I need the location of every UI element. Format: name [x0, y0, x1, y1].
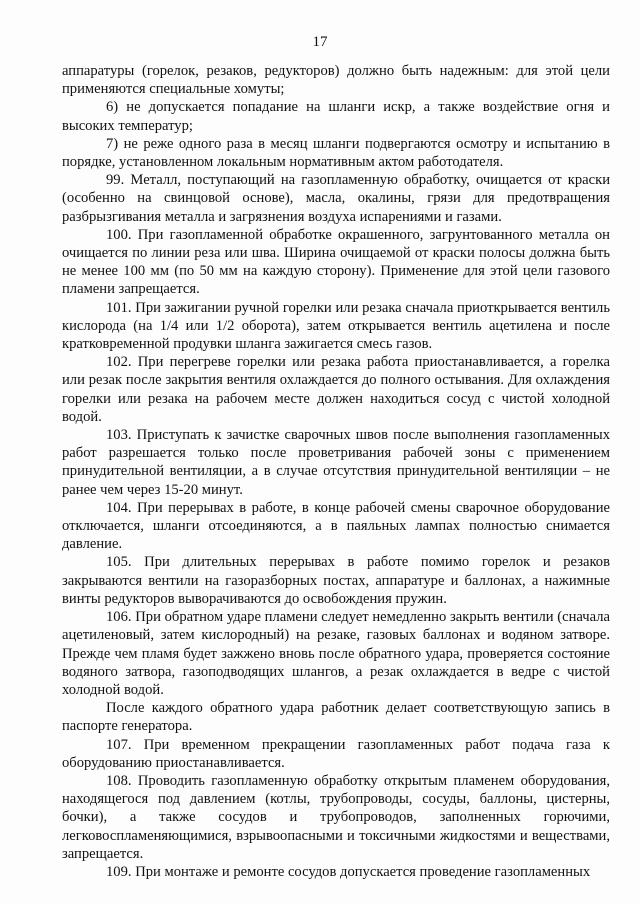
page-number: 17	[312, 34, 328, 50]
paragraph-102: 102. При перегреве горелки или резака работа приостанавливается, а горелка или резак после закрытия вентиля охлаждается до полного остывания. Для охлаждения горелки или резака на рабочем месте должен находиться сосуд с чистой холодной водой.	[62, 354, 610, 425]
paragraph-108: 108. Проводить газопламенную обработку открытым пламенем оборудования, находящегося под давлением (котлы, трубопроводы, сосуды, баллоны, цистерны, бочки), а также сосудов и трубопроводов, заполненных горючими, легковоспламеняющимися, взрывоопасными и токсичными жидкостями и веществами, запрещается.	[62, 772, 610, 862]
paragraph-107: 107. При временном прекращении газопламенных работ подача газа к оборудованию приостанавливается.	[62, 736, 610, 771]
paragraph-105: 105. При длительных перерывах в работе помимо горелок и резаков закрываются вентили на газоразборных постах, аппаратуре и баллонах, а нажимные винты редукторов выворачиваются до освобождения пружин.	[62, 554, 610, 607]
paragraph-1: 6) не допускается попадание на шланги искр, а также воздействие огня и высоких температур;	[62, 99, 610, 134]
paragraph-106: 106. При обратном ударе пламени следует немедленно закрыть вентили (сначала ацетиленовый, затем кислородный) на резаке, газовых баллонах и водяном затворе. Прежде чем пламя будет зажжено вновь после обратного удара, проверяется состояние водяного затвора, газоподводящих шлангов, а резак охлаждается в ведре с чистой холодной водой.	[62, 609, 610, 698]
paragraph-104: 104. При перерывах в работе, в конце рабочей смены сварочное оборудование отключается, шланги отсоединяются, а в паяльных лампах полностью снимается давление.	[62, 499, 610, 553]
paragraph-109: 109. При монтаже и ремонте сосудов допускается проведение газопламенных	[106, 863, 591, 880]
document-body	[62, 62, 610, 881]
paragraph-101: 101. При зажигании ручной горелки или резака сначала приоткрывается вентиль кислорода (на 1/4 или 1/2 оборота), затем открывается вентиль ацетилена и после кратковременной продувки шланга зажигается смесь газов.	[62, 299, 610, 353]
paragraph-100: 100. При газопламенной обработке окрашенного, загрунтованного металла он очищается по линии реза или шва. Ширина очищаемой от краски полосы должна быть не менее 100 мм (по 50 мм на каждую сторону). Применение для этой цели газового пламени запрещается.	[62, 226, 610, 298]
paragraph-106-note: После каждого обратного удара работник делает соответствующую запись в паспорте генератора.	[62, 700, 610, 735]
paragraph-2: 7) не реже одного раза в месяц шланги подвергаются осмотру и испытанию в порядке, установленном локальным нормативным актом работодателя.	[62, 135, 610, 171]
paragraph-99: 99. Металл, поступающий на газопламенную обработку, очищается от краски (особенно на свинцовой основе), масла, окалины, грязи для предотвращения разбрызгивания металла и загрязнения воздуха испарениями и газами.	[62, 172, 610, 225]
paragraph-103: 103. Приступать к зачистке сварочных швов после выполнения газопламенных работ разрешается только после проветривания рабочей зоны с применением принудительной вентиляции, а в случае отсутствия принудительной вентиляции – не ранее чем через 15-20 минут.	[62, 427, 610, 498]
paragraph-0: аппаратуры (горелок, резаков, редукторов) должно быть надежным: для этой цели применяются специальные хомуты;	[62, 63, 610, 98]
